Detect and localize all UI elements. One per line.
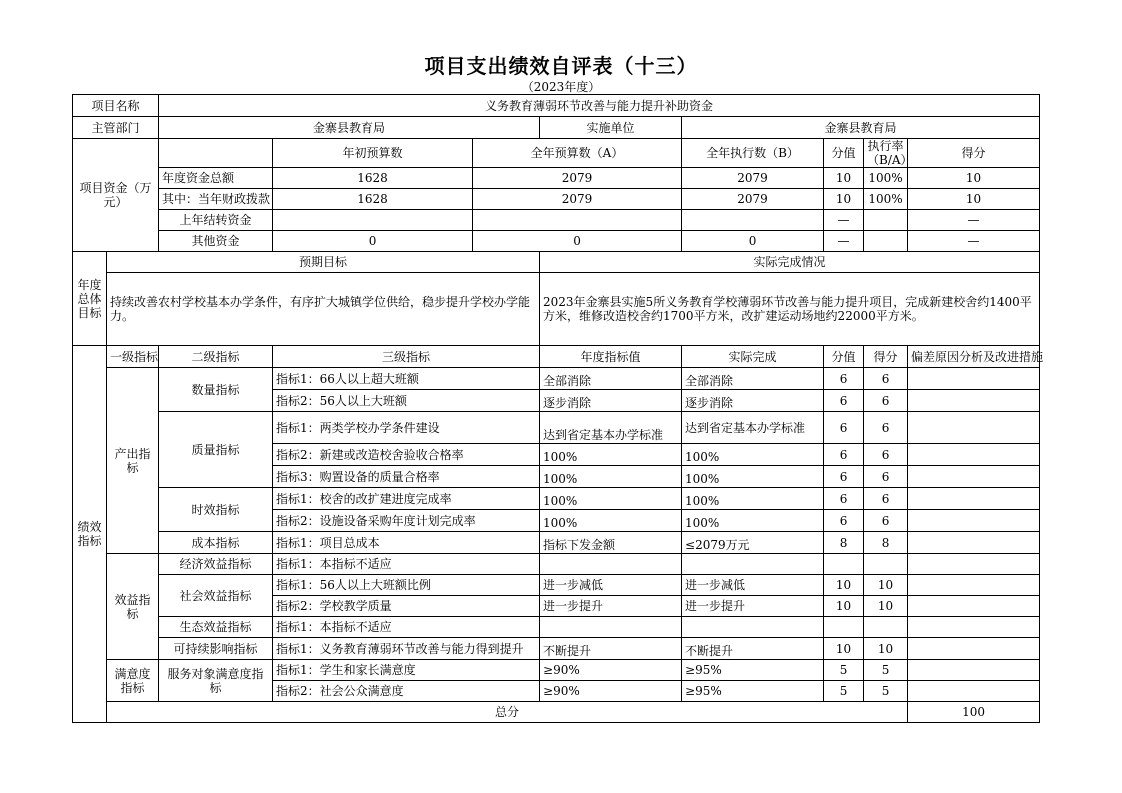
- goals-actual-header: 实际完成情况: [540, 252, 1040, 273]
- indicator-actual: ≥95%: [682, 660, 824, 681]
- indicator-name: 指标1：学生和家长满意度: [273, 660, 540, 681]
- self-evaluation-table: [72, 94, 1044, 723]
- indicator-deviation: [908, 681, 1040, 702]
- dept-label: 主管部门: [73, 117, 159, 139]
- indicator-deviation: [908, 412, 1040, 444]
- indicator-target: 100%: [540, 510, 682, 532]
- indicator-actual: 达到省定基本办学标准: [682, 412, 824, 444]
- funds-header-annual: 全年预算数（A）: [473, 139, 682, 168]
- indicator-score: 6: [864, 488, 908, 510]
- funds-row-annual: 2079: [473, 168, 682, 189]
- funds-row-initial: 1628: [273, 189, 473, 210]
- total-score-value: 100: [908, 702, 1040, 723]
- indicator-name: 指标1：56人以上大班额比例: [273, 575, 540, 596]
- indicator-score-value: 6: [824, 412, 864, 444]
- funds-header-score-value: 分值: [824, 139, 864, 168]
- funds-row-score-value: 10: [824, 168, 864, 189]
- indicator-row: [73, 488, 1040, 510]
- indicator-score: 6: [864, 510, 908, 532]
- indicator-score: 10: [864, 638, 908, 660]
- indicator-score-value: 6: [824, 510, 864, 532]
- indicator-score: [864, 617, 908, 638]
- funds-row-score-value: 10: [824, 189, 864, 210]
- indicators-header-level2: 二级指标: [159, 346, 273, 368]
- unit-label: 实施单位: [540, 117, 682, 139]
- indicators-header-score-value: 分值: [824, 346, 864, 368]
- funds-row-label: 其他资金: [159, 231, 273, 252]
- indicator-actual: 进一步减低: [682, 575, 824, 596]
- indicator-score-value: 5: [824, 660, 864, 681]
- unit-value: 金寨县教育局: [682, 117, 1040, 139]
- indicators-section-label: 绩效指标: [73, 346, 107, 723]
- indicator-deviation: [908, 660, 1040, 681]
- funds-section-label: 项目资金（万元）: [73, 139, 159, 252]
- indicator-score: 6: [864, 444, 908, 466]
- funds-blank-header: [159, 139, 273, 168]
- indicator-deviation: [908, 532, 1040, 554]
- indicator-actual: 不断提升: [682, 638, 824, 660]
- indicator-target: 100%: [540, 488, 682, 510]
- indicator-name: 指标2：学校教学质量: [273, 596, 540, 617]
- funds-row-label: 上年结转资金: [159, 210, 273, 231]
- indicator-score: 10: [864, 596, 908, 617]
- indicators-header-level1: 一级指标: [107, 346, 159, 368]
- funds-row-initial: 1628: [273, 168, 473, 189]
- indicator-target: 全部消除: [540, 368, 682, 390]
- funds-row-score: —: [908, 231, 1040, 252]
- indicator-target: 逐步消除: [540, 390, 682, 412]
- level2-social: 社会效益指标: [159, 575, 273, 617]
- indicator-deviation: [908, 444, 1040, 466]
- indicator-row: [73, 368, 1040, 390]
- indicator-name: 指标3：购置设备的质量合格率: [273, 466, 540, 488]
- funds-row-score-value: —: [824, 210, 864, 231]
- indicator-target: 进一步提升: [540, 596, 682, 617]
- funds-row-executed: 2079: [682, 168, 824, 189]
- level2-service: 服务对象满意度指标: [159, 660, 273, 702]
- indicator-score-value: 6: [824, 466, 864, 488]
- indicator-score-value: 10: [824, 575, 864, 596]
- indicator-row: [73, 554, 1040, 575]
- indicator-score-value: [824, 554, 864, 575]
- funds-row-annual: 2079: [473, 189, 682, 210]
- funds-row-label: 其中：当年财政拨款: [159, 189, 273, 210]
- funds-row: [73, 168, 1040, 189]
- goals-section-label: 年度总体目标: [73, 252, 107, 346]
- level2-economic: 经济效益指标: [159, 554, 273, 575]
- level1-satisfaction: 满意度指标: [107, 660, 159, 702]
- indicator-name: 指标1：义务教育薄弱环节改善与能力得到提升: [273, 638, 540, 660]
- indicator-name: 指标1：本指标不适应: [273, 554, 540, 575]
- indicator-row: [73, 617, 1040, 638]
- funds-row-score-value: —: [824, 231, 864, 252]
- indicator-name: 指标2：新建或改造校舍验收合格率: [273, 444, 540, 466]
- funds-row-rate: 100%: [864, 168, 908, 189]
- indicator-score: 6: [864, 368, 908, 390]
- funds-row-initial: [273, 210, 473, 231]
- funds-row-score: 10: [908, 168, 1040, 189]
- indicator-name: 指标1：项目总成本: [273, 532, 540, 554]
- indicator-score: 5: [864, 660, 908, 681]
- indicator-score: [864, 554, 908, 575]
- total-label: 总分: [107, 702, 908, 723]
- funds-row-executed: 2079: [682, 189, 824, 210]
- funds-row-rate: [864, 231, 908, 252]
- indicator-actual: 100%: [682, 444, 824, 466]
- indicators-header-deviation: 偏差原因分析及改进措施: [908, 346, 1040, 368]
- project-name-label: 项目名称: [73, 95, 159, 117]
- indicator-score-value: 6: [824, 390, 864, 412]
- funds-header-rate: 执行率（B/A）: [864, 139, 908, 168]
- indicator-target: 100%: [540, 466, 682, 488]
- level2-quality: 质量指标: [159, 412, 273, 488]
- indicators-header-score: 得分: [864, 346, 908, 368]
- indicator-name: 指标1：校舍的改扩建进度完成率: [273, 488, 540, 510]
- level2-quantity: 数量指标: [159, 368, 273, 412]
- funds-header-initial: 年初预算数: [273, 139, 473, 168]
- goals-expected-text: 持续改善农村学校基本办学条件，有序扩大城镇学位供给，稳步提升学校办学能力。: [107, 273, 540, 346]
- indicator-row: [73, 532, 1040, 554]
- indicator-row: [73, 638, 1040, 660]
- indicator-target: 进一步减低: [540, 575, 682, 596]
- indicator-score: 8: [864, 532, 908, 554]
- indicator-deviation: [908, 554, 1040, 575]
- indicator-deviation: [908, 638, 1040, 660]
- funds-row-score: 10: [908, 189, 1040, 210]
- indicator-target: 不断提升: [540, 638, 682, 660]
- page-subtitle: （2023年度）: [521, 80, 601, 94]
- indicator-target: ≥90%: [540, 660, 682, 681]
- indicator-actual: ≥95%: [682, 681, 824, 702]
- funds-row: [73, 189, 1040, 210]
- indicator-actual: 100%: [682, 510, 824, 532]
- indicator-score: 5: [864, 681, 908, 702]
- goals-actual-text: 2023年金寨县实施5所义务教育学校薄弱环节改善与能力提升项目，完成新建校舍约1400平方米，维修改造校舍约1700平方米，改扩建运动场地约22000平方米。: [540, 273, 1040, 346]
- indicator-deviation: [908, 368, 1040, 390]
- indicator-deviation: [908, 466, 1040, 488]
- indicator-target: [540, 617, 682, 638]
- indicator-target: [540, 554, 682, 575]
- indicator-name: 指标2：56人以上大班额: [273, 390, 540, 412]
- level2-cost: 成本指标: [159, 532, 273, 554]
- indicator-target: 100%: [540, 444, 682, 466]
- indicator-score-value: 6: [824, 368, 864, 390]
- funds-row-label: 年度资金总额: [159, 168, 273, 189]
- indicators-header-level3: 三级指标: [273, 346, 540, 368]
- indicator-score-value: 10: [824, 596, 864, 617]
- funds-row: [73, 231, 1040, 252]
- project-name-value: 义务教育薄弱环节改善与能力提升补助资金: [159, 95, 1040, 117]
- funds-row-executed: 0: [682, 231, 824, 252]
- indicator-deviation: [908, 390, 1040, 412]
- indicator-row: [73, 575, 1040, 596]
- funds-row-initial: 0: [273, 231, 473, 252]
- indicator-name: 指标1：66人以上超大班额: [273, 368, 540, 390]
- indicator-deviation: [908, 596, 1040, 617]
- funds-row-executed: [682, 210, 824, 231]
- funds-row-score: —: [908, 210, 1040, 231]
- indicator-target: 指标下发金额: [540, 532, 682, 554]
- indicator-score-value: 8: [824, 532, 864, 554]
- indicator-deviation: [908, 617, 1040, 638]
- indicator-score-value: 6: [824, 444, 864, 466]
- indicator-score-value: [824, 617, 864, 638]
- indicator-name: 指标1：本指标不适应: [273, 617, 540, 638]
- funds-row-annual: 0: [473, 231, 682, 252]
- indicator-score: 6: [864, 412, 908, 444]
- indicator-actual: 逐步消除: [682, 390, 824, 412]
- funds-header-score: 得分: [908, 139, 1040, 168]
- indicator-score: 10: [864, 575, 908, 596]
- indicators-header-target: 年度指标值: [540, 346, 682, 368]
- indicators-header-actual: 实际完成: [682, 346, 824, 368]
- funds-row: [73, 210, 1040, 231]
- indicator-actual: 进一步提升: [682, 596, 824, 617]
- funds-header-executed: 全年执行数（B）: [682, 139, 824, 168]
- indicator-deviation: [908, 575, 1040, 596]
- indicator-deviation: [908, 488, 1040, 510]
- indicator-actual: ≤2079万元: [682, 532, 824, 554]
- level1-output: 产出指标: [107, 368, 159, 554]
- page-title: 项目支出绩效自评表（十三）: [424, 54, 698, 78]
- indicator-name: 指标2：社会公众满意度: [273, 681, 540, 702]
- indicator-row: [73, 412, 1040, 444]
- level2-ecological: 生态效益指标: [159, 617, 273, 638]
- dept-value: 金寨县教育局: [159, 117, 540, 139]
- level2-sustainable: 可持续影响指标: [159, 638, 273, 660]
- indicator-score-value: 5: [824, 681, 864, 702]
- level1-benefit: 效益指标: [107, 554, 159, 660]
- indicator-target: 达到省定基本办学标准: [540, 412, 682, 444]
- indicator-score: 6: [864, 466, 908, 488]
- indicator-actual: 100%: [682, 466, 824, 488]
- funds-row-annual: [473, 210, 682, 231]
- indicator-score: 6: [864, 390, 908, 412]
- indicator-row: [73, 660, 1040, 681]
- funds-row-rate: 100%: [864, 189, 908, 210]
- level2-timeliness: 时效指标: [159, 488, 273, 532]
- indicator-actual: [682, 554, 824, 575]
- indicator-actual: [682, 617, 824, 638]
- goals-expected-header: 预期目标: [107, 252, 540, 273]
- indicator-actual: 全部消除: [682, 368, 824, 390]
- indicator-name: 指标2：设施设备采购年度计划完成率: [273, 510, 540, 532]
- indicator-score-value: 10: [824, 638, 864, 660]
- funds-row-rate: [864, 210, 908, 231]
- indicator-score-value: 6: [824, 488, 864, 510]
- indicator-name: 指标1：两类学校办学条件建设: [273, 412, 540, 444]
- indicator-actual: 100%: [682, 488, 824, 510]
- indicator-target: ≥90%: [540, 681, 682, 702]
- indicator-deviation: [908, 510, 1040, 532]
